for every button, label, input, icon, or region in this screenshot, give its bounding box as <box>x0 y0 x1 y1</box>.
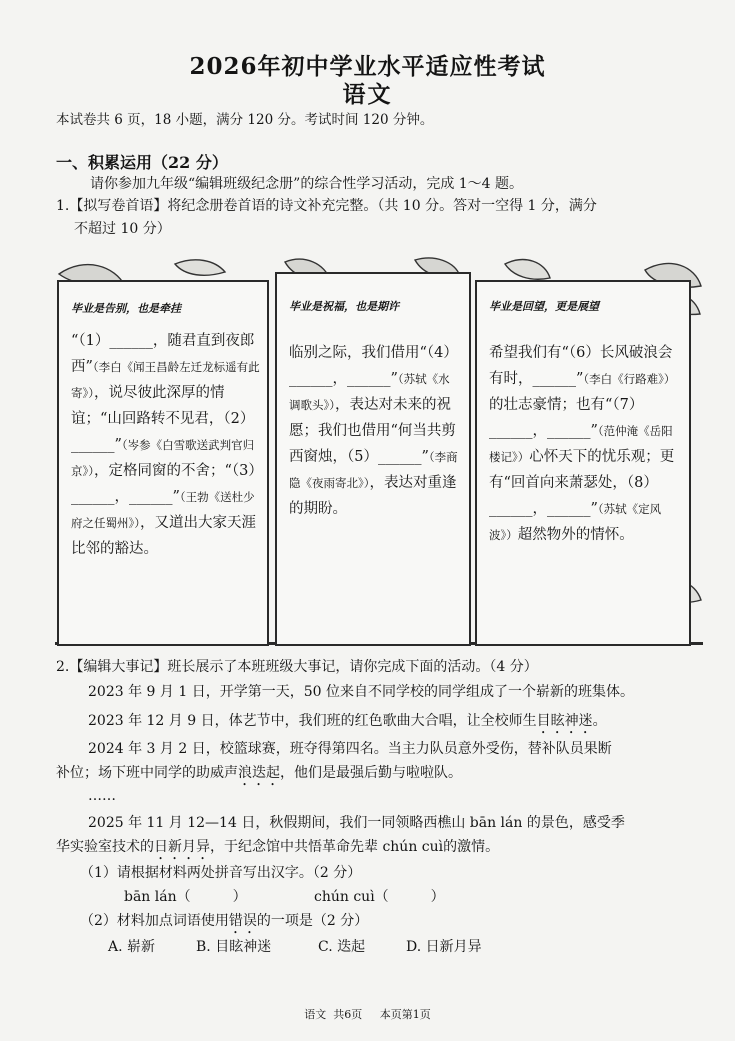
event-2: 2023 年 12 月 9 日，体艺节中，我们班的红色歌曲大合唱，让全校师生目眩神迷。 <box>88 713 607 729</box>
exam-instructions: 本试卷共 6 页，18 小题，满分 120 分。考试时间 120 分钟。 <box>56 112 434 128</box>
card-3-text: 希望我们有“（6）长风破浪会有时，______”（李白《行路难》）的壮志豪情；也有“（7）______，______”（范仲淹《岳阳楼记》）心怀天下的忧乐观；更有“回首向来萧瑟处，（8）______，______”（苏轼《定风波》）超然物外的情怀。 <box>489 345 676 543</box>
event-4-line-1: 2025 年 11 月 12—14 日，秋假期间，我们一同领略西樵山 bān lán 的景色，感受季 <box>88 815 625 831</box>
page-footer: 语文 共6页 本页第1页 <box>304 1008 431 1021</box>
question-2-heading: 2.【编辑大事记】班长展示了本班班级大事记，请你完成下面的活动。（4 分） <box>56 659 538 675</box>
dotted-word: 目眩神迷 <box>536 713 593 729</box>
card-farewell <box>57 280 269 646</box>
event-1: 2023 年 9 月 1 日，开学第一天，50 位来自不同学校的同学组成了一个崭新的班集体。 <box>88 684 634 700</box>
card-2-heading: 毕业是祝福，也是期许 <box>289 300 399 313</box>
option-d: D. 日新月异 <box>406 939 482 955</box>
question-1-line-1: 1.【拟写卷首语】将纪念册卷首语的诗文补充完整。（共 10 分。答对一空得 1 分，满分 <box>56 198 597 214</box>
question-1-line-2: 不超过 10 分） <box>74 221 171 237</box>
sub-question-1: （1）请根据材料两处拼音写出汉字。（2 分） <box>80 865 362 881</box>
card-outlook <box>475 280 691 646</box>
card-1-heading: 毕业是告别，也是牵挂 <box>71 302 181 315</box>
option-b: B. 目眩神迷 <box>196 939 272 955</box>
section-heading: 一、积累运用（22 分） <box>56 153 228 172</box>
card-3-heading: 毕业是回望，更是展望 <box>489 300 599 313</box>
book-illustration <box>55 256 703 648</box>
card-1-text: “（1）______，随君直到夜郎西”（李白《闻王昌龄左迁龙标遥有此寄》），说尽彼此深厚的情谊；“山回路转不见君，（2）______”（岑参《白雪歌送武判官归京》），定格同窗的不舍；“（3）______，______”（王勃《送杜少府之任蜀州》），又道出大家天涯比邻的豁达。 <box>71 333 260 557</box>
dotted-word: 错误 <box>228 913 257 929</box>
exam-subject: 语文 <box>342 81 393 108</box>
event-3-line-1: 2024 年 3 月 2 日，校篮球赛，班夺得第四名。当主力队员意外受伤，替补队员果断 <box>88 741 612 757</box>
event-3-line-2: 补位；场下班中同学的助威声浪迭起，他们是最强后勤与啦啦队。 <box>56 765 462 781</box>
dotted-word: 浪迭起 <box>238 765 280 781</box>
option-a: A. 崭新 <box>108 939 156 955</box>
card-blessing <box>275 272 471 646</box>
card-2-text: 临别之际，我们借用“（4）______，______”（苏轼《水调歌头》），表达对未来的祝愿；我们也借用“何当共剪西窗烛，（5）______”（李商隐《夜雨寄北》），表达对重逢的期盼。 <box>289 345 458 517</box>
sub-question-2: （2）材料加点词语使用错误的一项是（2 分） <box>80 913 369 929</box>
option-c: C. 迭起 <box>318 939 366 955</box>
event-4-line-2: 华实验室技术的日新月异，于纪念馆中共悟革命先辈 chún cuì的激情。 <box>56 839 500 855</box>
pinyin-blank-1: bān lán（ ） <box>124 889 247 905</box>
exam-title: 2026年初中学业水平适应性考试 <box>189 53 546 80</box>
pinyin-blank-2: chún cuì（ ） <box>314 889 445 905</box>
section-intro: 请你参加九年级“编辑班级纪念册”的综合性学习活动，完成 1～4 题。 <box>90 176 524 192</box>
dotted-word: 日新月异 <box>154 839 210 855</box>
ellipsis: …… <box>88 788 116 804</box>
